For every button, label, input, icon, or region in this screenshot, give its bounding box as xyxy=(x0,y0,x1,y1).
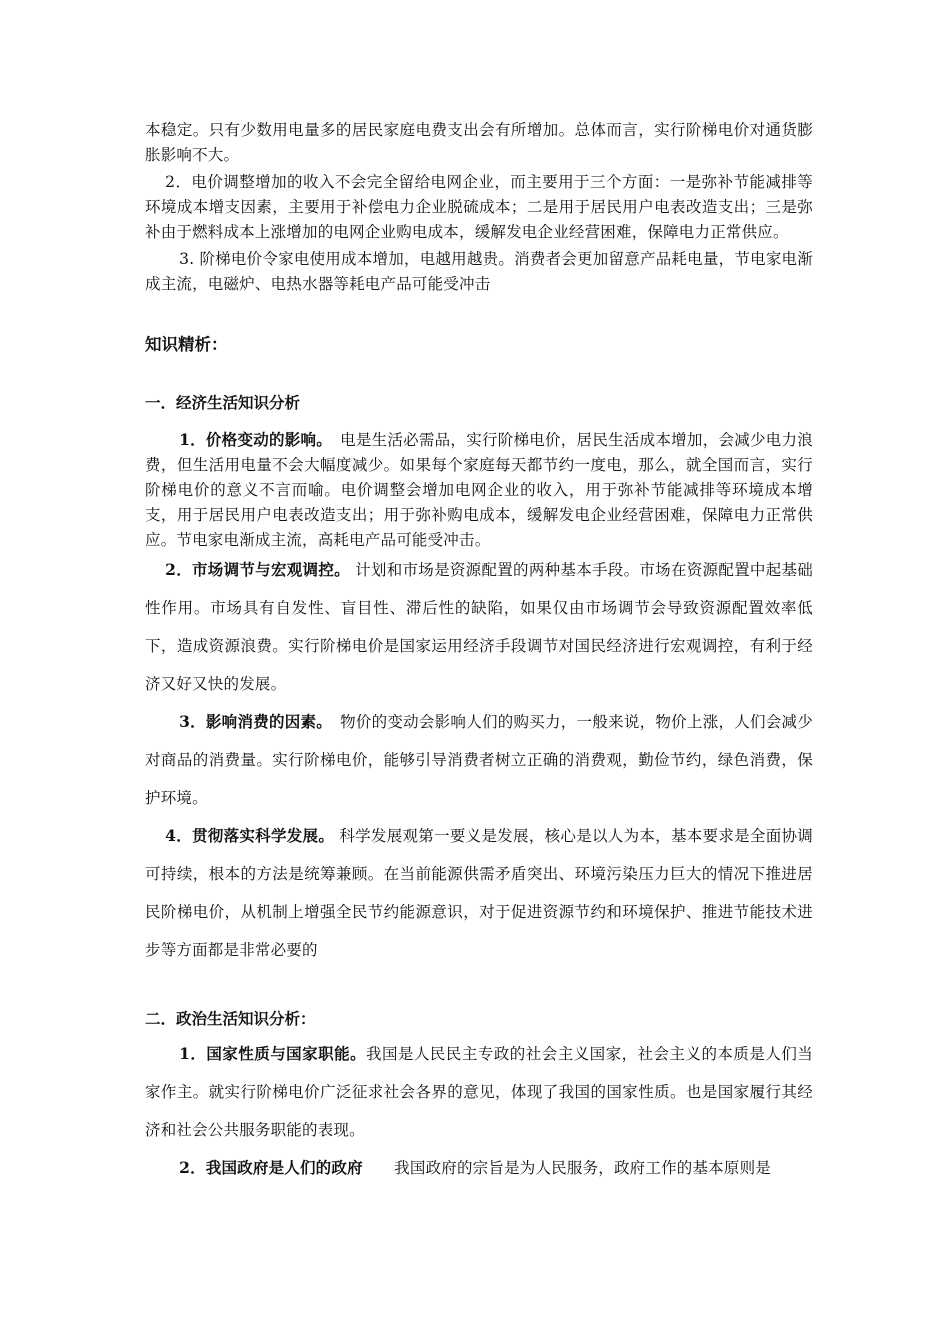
economic-item-2-text: 计划和市场是资源配置的两种基本手段。市场在资源配置中起基础性作用。市场具有自发性、盲目性、滞后性的缺陷，如果仅由市场调节会导致资源配置效率低下，造成资源浪费。实行阶梯电价是国家运用经济手段调节对国民经济进行宏观调控，有利于经济又好又快的发展。 xyxy=(145,561,813,693)
economic-item-4 xyxy=(145,817,813,969)
economic-item-4-title: 4．贯彻落实科学发展。 xyxy=(165,826,335,845)
economic-item-1-text: 电是生活必需品，实行阶梯电价，居民生活成本增加，会减少电力浪费，但生活用电量不会大幅度减少。如果每个家庭每天都节约一度电，那么，就全国而言，实行阶梯电价的意义不言而喻。电价调整会增加电网企业的收入，用于弥补节能减排等环境成本增支，用于居民用户电表改造支出；用于弥补购电成本，缓解发电企业经营困难，保障电力正常供应。节电家电渐成主流，高耗电产品可能受冲击。 xyxy=(145,431,813,549)
political-item-2-title: 2．我国政府是人们的政府 xyxy=(179,1158,363,1177)
political-item-1-text: 我国是人民民主专政的社会主义国家，社会主义的本质是人们当家作主。就实行阶梯电价广泛征求社会各界的意见，体现了我国的国家性质。也是国家履行其经济和社会公共服务职能的表现。 xyxy=(145,1045,813,1139)
intro-paragraph-2: 2．电价调整增加的收入不会完全留给电网企业，而主要用于三个方面：一是弥补节能减排等环境成本增支因素，主要用于补偿电力企业脱硫成本；二是用于居民用户电表改造支出；三是弥补由于燃料成本上涨增加的电网企业购电成本，缓解发电企业经营困难，保障电力正常供应。 xyxy=(145,173,813,241)
economic-item-2-title: 2．市场调节与宏观调控。 xyxy=(165,560,350,579)
economic-section-heading: 一．经济生活知识分析 xyxy=(145,393,301,412)
political-item-1-title: 1．国家性质与国家职能。 xyxy=(179,1044,367,1063)
economic-item-4-text: 科学发展观第一要义是发展，核心是以人为本，基本要求是全面协调可持续，根本的方法是统筹兼顾。在当前能源供需矛盾突出、环境污染压力巨大的情况下推进居民阶梯电价，从机制上增强全民节约能源意识，对于促进资源节约和环境保护、推进节能技术进步等方面都是非常必要的 xyxy=(145,827,813,959)
economic-item-3 xyxy=(145,703,813,817)
economic-item-2 xyxy=(145,551,813,703)
economic-item-1-title: 1．价格变动的影响。 xyxy=(179,430,325,449)
political-item-2 xyxy=(145,1149,813,1187)
economic-item-3-text: 物价的变动会影响人们的购买力，一般来说，物价上涨，人们会减少对商品的消费量。实行阶梯电价，能够引导消费者树立正确的消费观，勤俭节约，绿色消费，保护环境。 xyxy=(145,713,813,807)
document-page xyxy=(145,118,813,1187)
economic-item-1 xyxy=(145,427,813,553)
political-item-2-text: 我国政府的宗旨是为人民服务，政府工作的基本原则是 xyxy=(362,1159,771,1177)
knowledge-section-title: 知识精析： xyxy=(145,335,228,354)
economic-item-3-title: 3．影响消费的因素。 xyxy=(179,712,325,731)
political-section-heading: 二．政治生活知识分析： xyxy=(145,1009,316,1028)
intro-paragraph-3: 3. 阶梯电价令家电使用成本增加，电越用越贵。消费者会更加留意产品耗电量，节电家电渐成主流，电磁炉、电热水器等耗电产品可能受冲击 xyxy=(145,250,813,293)
political-item-1 xyxy=(145,1035,813,1149)
intro-paragraph-continued: 本稳定。只有少数用电量多的居民家庭电费支出会有所增加。总体而言，实行阶梯电价对通货膨胀影响不大。 xyxy=(145,121,813,164)
